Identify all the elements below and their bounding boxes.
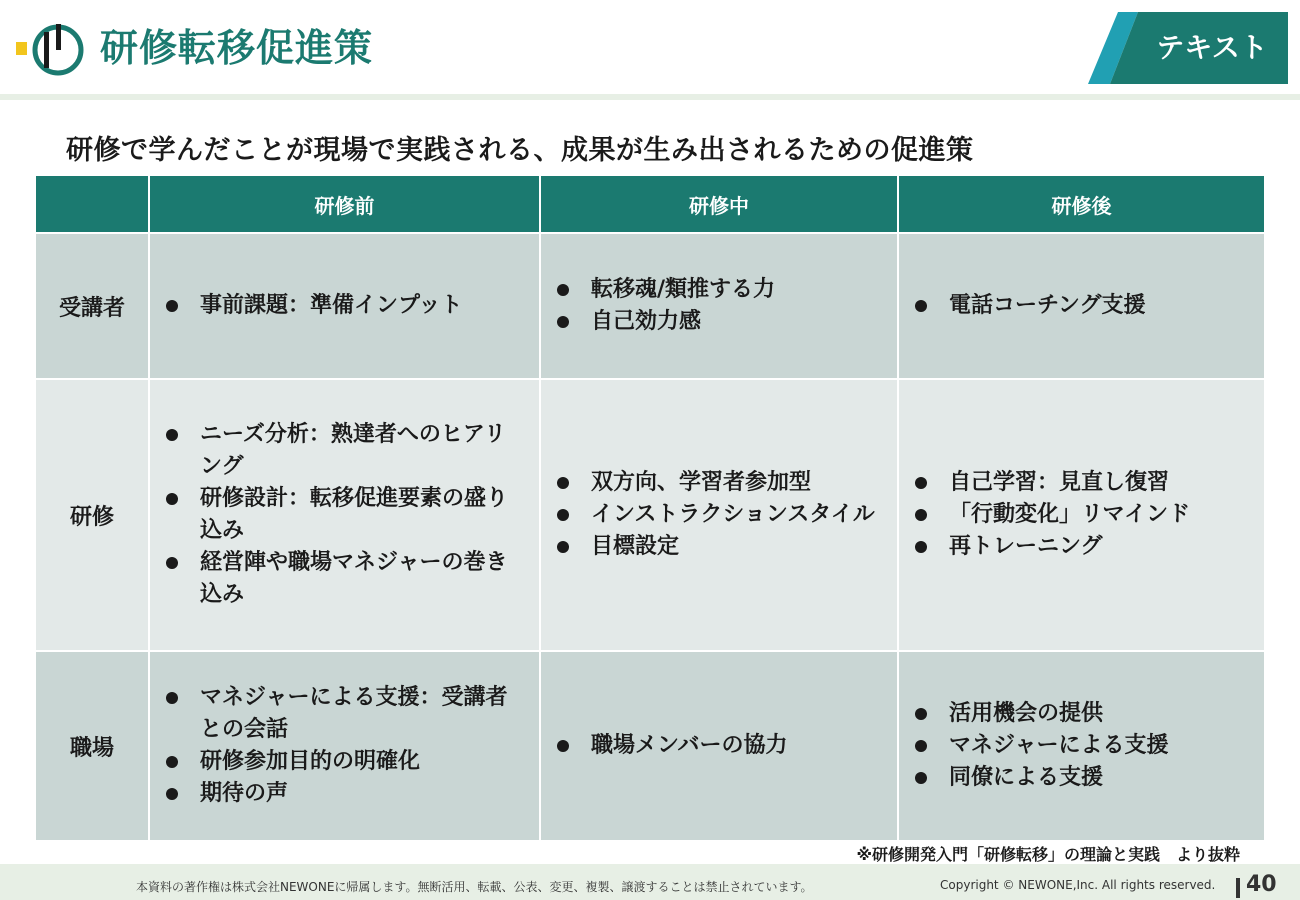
list-item: 転移魂/類推する力 (555, 274, 885, 306)
source-citation: ※研修開発入門「研修転移」の理論と実践 より抜粋 (856, 845, 1240, 864)
bullet-icon (166, 557, 178, 569)
bullet-icon (915, 740, 927, 752)
list-item: 活用機会の提供 (913, 698, 1252, 730)
bullet-icon (166, 493, 178, 505)
bullet-icon (557, 509, 569, 521)
table-cell (541, 380, 897, 650)
table-cell (541, 652, 897, 840)
list-item: 職場メンバーの協力 (555, 730, 885, 762)
row-header-training: 研修 (36, 380, 148, 650)
row-header-workplace: 職場 (36, 652, 148, 840)
table-cell (541, 234, 897, 378)
footer (0, 864, 1300, 900)
header-divider (0, 94, 1300, 100)
table-cell (150, 652, 539, 840)
table-cell (899, 234, 1264, 378)
list-item: 研修設計：転移促進要素の盛り込み (164, 483, 527, 547)
list-item: インストラクションスタイル (555, 499, 885, 531)
list-item: 自己効力感 (555, 306, 885, 338)
table-cell (899, 380, 1264, 650)
list-item: 研修参加目的の明確化 (164, 746, 527, 778)
column-header-during: 研修中 (541, 176, 897, 232)
bullet-icon (557, 477, 569, 489)
column-header-after: 研修後 (899, 176, 1264, 232)
copyright-notice: 本資料の著作権は株式会社NEWONEに帰属します。無断活用、転載、公表、変更、複製、譲渡することは禁止されています。 (136, 880, 813, 894)
list-item: 経営陣や職場マネジャーの巻き込み (164, 547, 527, 611)
transfer-promotion-table (36, 176, 1258, 834)
text-tag (1088, 12, 1288, 84)
slide-title: 研修転移促進策 (100, 26, 374, 70)
bullet-icon (915, 509, 927, 521)
list-item: マネジャーによる支援：受講者との会話 (164, 682, 527, 746)
bullet-icon (915, 541, 927, 553)
list-item: マネジャーによる支援 (913, 730, 1252, 762)
bullet-icon (557, 316, 569, 328)
tag-label: テキスト (1156, 31, 1268, 64)
list-item: 自己学習：見直し復習 (913, 467, 1252, 499)
row-header-trainee: 受講者 (36, 234, 148, 378)
bullet-icon (557, 541, 569, 553)
list-item: 期待の声 (164, 778, 527, 810)
list-item: ニーズ分析：熟達者へのヒアリング (164, 419, 527, 483)
bullet-icon (166, 756, 178, 768)
list-item: 「行動変化」リマインド (913, 499, 1252, 531)
bullet-icon (166, 692, 178, 704)
bullet-icon (915, 477, 927, 489)
list-item: 双方向、学習者参加型 (555, 467, 885, 499)
bullet-icon (915, 772, 927, 784)
column-header-before: 研修前 (150, 176, 539, 232)
table-cell (150, 234, 539, 378)
bullet-icon (915, 708, 927, 720)
table-cell (150, 380, 539, 650)
bullet-icon (166, 788, 178, 800)
table-corner-header (36, 176, 148, 232)
header (0, 0, 1300, 96)
subtitle: 研修で学んだことが現場で実践される、成果が生み出されるための促進策 (66, 135, 974, 166)
newone-logo-icon (14, 22, 84, 78)
page-marker (1236, 878, 1240, 898)
bullet-icon (166, 300, 178, 312)
list-item: 目標設定 (555, 531, 885, 563)
list-item: 再トレーニング (913, 531, 1252, 563)
bullet-icon (166, 429, 178, 441)
page-number: 40 (1246, 872, 1277, 897)
bullet-icon (557, 740, 569, 752)
list-item: 事前課題：準備インプット (164, 290, 527, 322)
list-item: 同僚による支援 (913, 762, 1252, 794)
copyright-line: Copyright © NEWONE,Inc. All rights reserved. (940, 878, 1216, 892)
bullet-icon (915, 300, 927, 312)
list-item: 電話コーチング支援 (913, 290, 1252, 322)
bullet-icon (557, 284, 569, 296)
table-cell (899, 652, 1264, 840)
